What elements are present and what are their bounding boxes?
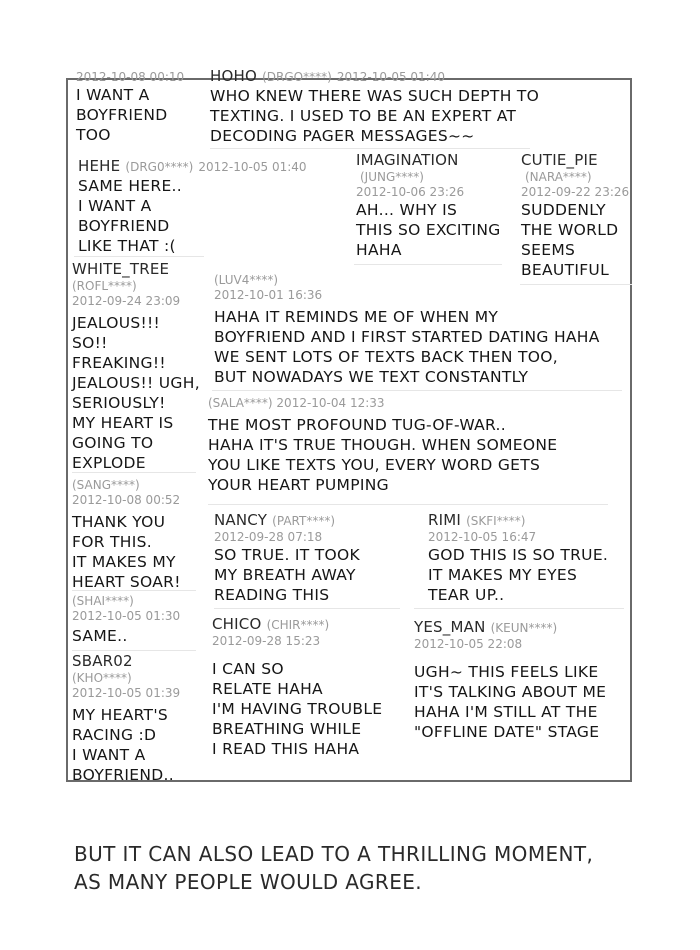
comment-text: MY HEART'S RACING :D I WANT A BOYFRIEND.. (72, 706, 174, 784)
comment-text: SUDDENLY THE WORLD SEEMS BEAUTIFUL (521, 201, 619, 279)
comment-author: WHITE_TREE (72, 260, 170, 278)
comment-c8 (72, 478, 181, 592)
comment-c2 (78, 156, 307, 256)
comment-c6 (214, 273, 600, 387)
comment-c9 (214, 510, 360, 605)
comment-c1 (210, 66, 539, 146)
comment-text: WHO KNEW THERE WAS SUCH DEPTH TO TEXTING. I USED TO BE AN EXPERT AT DECODING PAGER MESSAGES~~ (210, 87, 540, 145)
comment-timestamp: 2012-10-08 00:52 (72, 493, 181, 507)
comment-author: RIMI (428, 511, 462, 529)
comment-author: IMAGINATION (356, 151, 459, 169)
comment-user-id: (ROFL****) (72, 279, 137, 293)
comment-c10 (428, 510, 608, 605)
comment-timestamp: 2012-10-05 01:39 (72, 686, 181, 700)
comment-user-id: (CHIR****) (266, 618, 330, 632)
comment-header (212, 614, 382, 634)
comment-timestamp: 2012-10-04 12:33 (276, 396, 385, 410)
comment-author: HEHE (78, 157, 121, 175)
comment-timestamp: 2012-10-05 22:08 (414, 637, 523, 651)
comment-user-id: (SHAI****) (72, 594, 134, 608)
comment-user-id: (DRGO****) (262, 70, 332, 84)
comment-user-id: (SKFI****) (466, 514, 526, 528)
comment-c14 (72, 652, 180, 785)
divider (72, 472, 196, 473)
divider (74, 256, 204, 257)
comment-user-id: (LUV4****) (214, 273, 279, 287)
comment-text: SAME HERE.. I WANT A BOYFRIEND LIKE THAT :( (78, 177, 182, 255)
comment-timestamp: 2012-10-06 23:26 (356, 185, 465, 199)
comment-c4 (521, 151, 632, 280)
comment-user-id: (DRG0****) (125, 160, 194, 174)
comment-text: JEALOUS!!! SO!! FREAKING!! JEALOUS!! UGH, SERIOUSLY! MY HEART IS GOING TO EXPLODE (72, 314, 200, 472)
comment-timestamp: 2012-09-22 23:26 (521, 185, 630, 199)
comment-timestamp: 2012-10-08 00:10 (76, 70, 185, 84)
divider (212, 390, 622, 391)
comment-text: GOD THIS IS SO TRUE. IT MAKES MY EYES TEAR UP.. (428, 546, 609, 604)
comment-timestamp: 2012-10-05 01:40 (198, 160, 307, 174)
comment-header (414, 617, 606, 637)
comment-c0 (76, 70, 184, 145)
comment-text: HAHA IT REMINDS ME OF WHEN MY BOYFRIEND AND I FIRST STARTED DATING HAHA WE SENT LOTS OF TEXTS BACK THEN TOO, BUT NOWADAYS WE TEXT CONSTANTLY (214, 308, 600, 386)
comment-text: I CAN SO RELATE HAHA I'M HAVING TROUBLE BREATHING WHILE I READ THIS HAHA (212, 660, 383, 758)
comment-author: SBAR02 (72, 652, 133, 670)
comment-user-id: (NARA****) (525, 170, 592, 184)
comment-text: THANK YOU FOR THIS. IT MAKES MY HEART SOAR! (72, 513, 181, 591)
comment-author: NANCY (214, 511, 268, 529)
comment-author: CUTIE_PIE (521, 151, 598, 169)
divider (214, 608, 400, 609)
comment-timestamp: 2012-10-05 01:40 (336, 70, 445, 84)
comment-timestamp: 2012-09-28 07:18 (214, 530, 323, 544)
divider (208, 504, 608, 505)
comment-text: UGH~ THIS FEELS LIKE IT'S TALKING ABOUT ME HAHA I'M STILL AT THE "OFFLINE DATE" STAGE (414, 663, 607, 741)
comment-text: SO TRUE. IT TOOK MY BREATH AWAY READING THIS (214, 546, 360, 604)
divider (210, 148, 530, 149)
comment-header (78, 156, 307, 176)
comment-text: SAME.. (72, 627, 128, 645)
comment-timestamp: 2012-10-05 16:47 (428, 530, 537, 544)
divider (72, 650, 196, 651)
comment-text: AH... WHY IS THIS SO EXCITING HAHA (356, 201, 501, 259)
divider (72, 590, 196, 591)
comment-header (214, 510, 360, 530)
comment-text: I WANT A BOYFRIEND TOO (76, 86, 168, 144)
comment-user-id: (KEUN****) (490, 621, 558, 635)
comment-user-id: (JUNG****) (360, 170, 424, 184)
comment-c12 (212, 614, 382, 759)
comment-header (210, 66, 539, 86)
comment-c3 (356, 151, 501, 260)
comment-c5 (72, 260, 200, 473)
comment-user-id: (PART****) (272, 514, 336, 528)
comment-author: CHICO (212, 615, 262, 633)
comment-user-id: (SALA****) (208, 396, 273, 410)
comment-timestamp: 2012-10-05 01:30 (72, 609, 181, 623)
comment-c7 (208, 396, 557, 495)
comment-timestamp: 2012-09-24 23:09 (72, 294, 181, 308)
comment-author: HOHO (210, 67, 257, 85)
comment-c13 (414, 617, 606, 742)
comment-header (428, 510, 608, 530)
caption: BUT IT CAN ALSO LEAD TO A THRILLING MOMENT, AS MANY PEOPLE WOULD AGREE. (74, 842, 594, 894)
divider (354, 264, 502, 265)
comment-user-id: (KHO****) (72, 671, 132, 685)
comment-text: THE MOST PROFOUND TUG-OF-WAR.. HAHA IT'S TRUE THOUGH. WHEN SOMEONE YOU LIKE TEXTS YOU, EVERY WORD GETS YOUR HEART PUMPING (208, 416, 558, 494)
comment-timestamp: 2012-09-28 15:23 (212, 634, 321, 648)
comment-user-id: (SANG****) (72, 478, 140, 492)
divider (414, 608, 624, 609)
comment-timestamp: 2012-10-01 16:36 (214, 288, 323, 302)
comment-author: YES_MAN (414, 618, 486, 636)
comment-c11 (72, 594, 180, 646)
comment-board (66, 67, 632, 784)
comment-header (208, 396, 557, 411)
